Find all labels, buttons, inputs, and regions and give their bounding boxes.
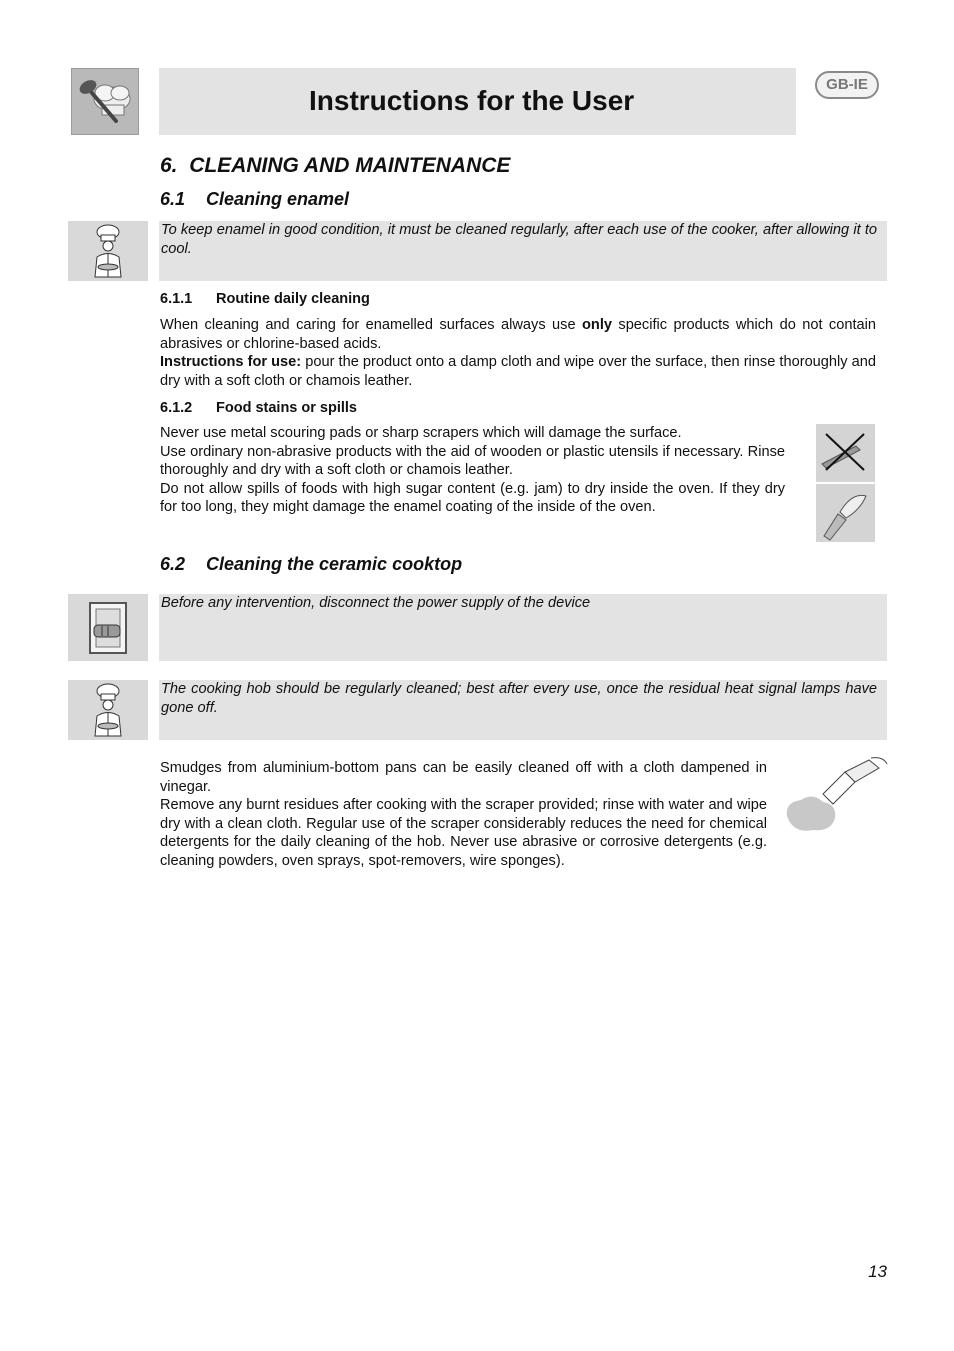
subsection-heading-6-2 [160, 554, 462, 575]
note-enamel: To keep enamel in good condition, it must be cleaned regularly, after each use of the cooker, after allowing it to cool. [159, 221, 887, 281]
paragraph [160, 316, 876, 353]
text-run: specific products which do not contain abrasives or chlorine-based acids. [160, 317, 876, 352]
chef-icon [68, 221, 148, 281]
subsubsection-title: Food stains or spills [216, 400, 357, 416]
scraper-icon [783, 754, 889, 834]
wooden-utensil-icon [816, 484, 875, 542]
text-run: When cleaning and caring for enamelled surfaces always use [160, 317, 582, 333]
section-title: CLEANING AND MAINTENANCE [189, 154, 511, 177]
text-run: pour the product onto a damp cloth and wipe over the surface, then rinse thoroughly and dry with a soft cloth or chamois leather. [160, 354, 877, 389]
subsubsection-heading-6-1-2 [160, 400, 357, 416]
paragraph [160, 353, 876, 390]
bold-text: Instructions for use: [160, 354, 302, 370]
paragraph: Remove any burnt residues after cooking with the scraper provided; rinse with water and wipe dry with a clean cloth. Regular use of the scraper considerably reduces the need for chemical detergents for the daily cleaning of the hob. Never use abrasive or corrosive detergents (e.g. cleaning powders, oven sprays, spot-removers, wire sponges). [160, 797, 767, 869]
subsection-title: Cleaning enamel [206, 189, 350, 209]
header-bar [159, 68, 796, 135]
food-stains-text [160, 424, 785, 517]
power-socket-icon [68, 594, 148, 661]
paragraph: Smudges from aluminium-bottom pans can be easily cleaned off with a cloth dampened in vinegar. [160, 760, 767, 795]
subsubsection-number: 6.1.2 [160, 400, 193, 416]
bold-text: only [581, 317, 612, 333]
page-number: 13 [868, 1262, 887, 1281]
subsection-number: 6.1 [160, 189, 186, 209]
section-number: 6. [160, 154, 178, 177]
note-power: Before any intervention, disconnect the power supply of the device [159, 594, 887, 661]
ceramic-cleaning-text [160, 759, 767, 870]
routine-cleaning-text [160, 316, 876, 390]
language-badge: GB-IE [815, 71, 879, 99]
no-knife-icon [816, 424, 875, 482]
subsection-title: Cleaning the ceramic cooktop [206, 554, 463, 574]
note-hob: The cooking hob should be regularly cleaned; best after every use, once the residual heat signal lamps have gone off. [159, 680, 887, 740]
paragraph: Do not allow spills of foods with high sugar content (e.g. jam) to dry inside the oven. If they dry for too long, they might damage the enamel coating of the inside of the oven. [160, 480, 785, 515]
section-heading [160, 154, 510, 178]
paragraph: Use ordinary non-abrasive products with the aid of wooden or plastic utensils if necessary. Rinse thoroughly and dry with a soft cloth or chamois leather. [160, 443, 785, 478]
subsubsection-number: 6.1.1 [160, 291, 193, 307]
chef-icon [68, 680, 148, 740]
subsubsection-heading-6-1-1 [160, 291, 370, 307]
page-title: Instructions for the User [309, 85, 635, 116]
subsection-heading-6-1 [160, 189, 349, 210]
chef-hat-spoon-icon [71, 68, 139, 135]
subsubsection-title: Routine daily cleaning [216, 291, 370, 307]
subsection-number: 6.2 [160, 554, 186, 574]
paragraph: Never use metal scouring pads or sharp scrapers which will damage the surface. [160, 425, 682, 441]
